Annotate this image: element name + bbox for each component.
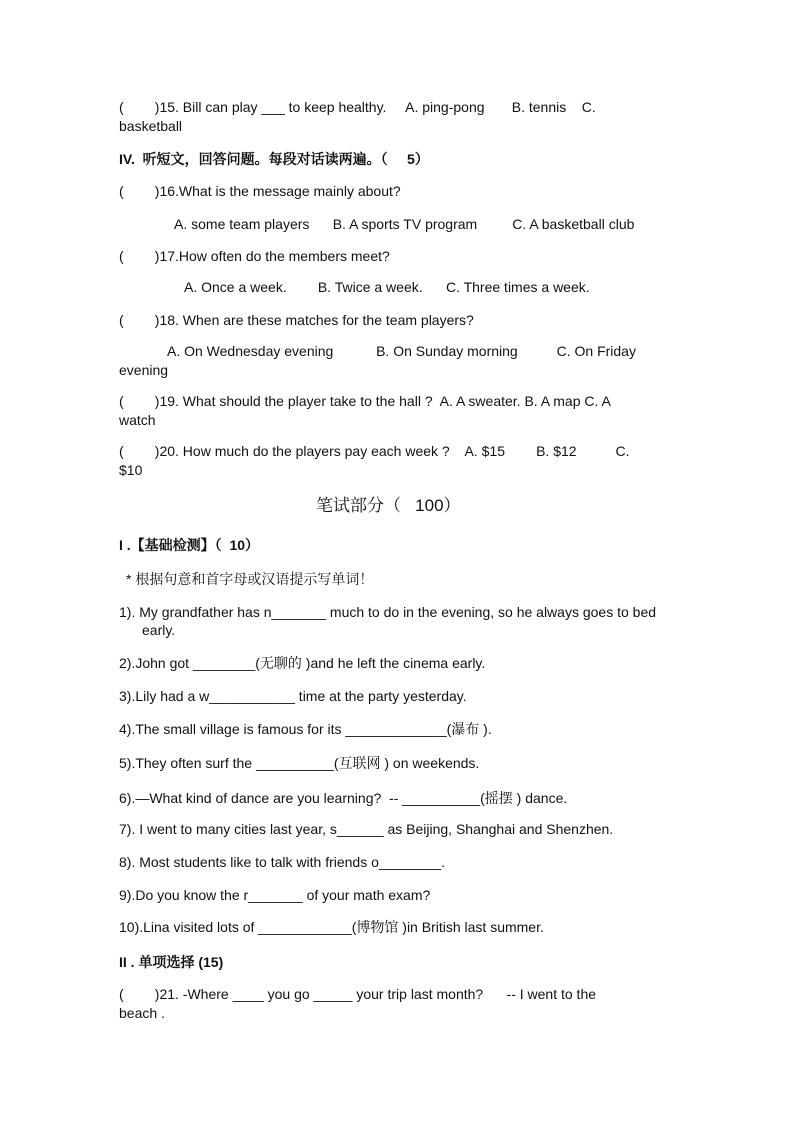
fill-item: 10).Lina visited lots of ____________(博物馆 )in British last summer. <box>119 919 544 935</box>
question-21: ( )21. -Where ____ you go _____ your trip last month? -- I went to the <box>119 986 597 1002</box>
question-16: ( )16.What is the message mainly about? <box>119 183 401 199</box>
question-19-continued: watch <box>119 412 156 428</box>
basic-section-heading: I .【基础检测】（ 10） <box>119 537 260 553</box>
question-21-continued: beach . <box>119 1005 165 1021</box>
question-15-continued: basketball <box>119 118 183 134</box>
question-18-continued: evening <box>119 362 169 378</box>
fill-item: 4).The small village is famous for its _____________(瀑布 ). <box>119 721 492 737</box>
basic-section-instruction: * 根据句意和首字母或汉语提示写单词！ <box>126 571 374 587</box>
written-section-title: 笔试部分（ 100） <box>316 496 461 515</box>
fill-item: 2).John got ________(无聊的 )and he left the cinema early. <box>119 655 486 671</box>
question-15: ( )15. Bill can play ___ to keep healthy. A. ping-pong B. tennis C. <box>119 99 596 115</box>
section-4-heading: IV. 听短文，回答问题。每段对话读两遍。（ 5） <box>119 151 429 167</box>
section-2-heading: II . 单项选择 (15) <box>119 954 224 970</box>
fill-item: 8). Most students like to talk with friends o________. <box>119 854 446 870</box>
fill-item: 7). I went to many cities last year, s______ as Beijing, Shanghai and Shenzhen. <box>119 821 614 837</box>
fill-item: 3).Lily had a w___________ time at the party yesterday. <box>119 688 467 704</box>
question-17: ( )17.How often do the members meet? <box>119 248 390 264</box>
fill-item: 6).—What kind of dance are you learning? -- __________(摇摆 ) dance. <box>119 790 568 806</box>
question-20: ( )20. How much do the players pay each week ? A. $15 B. $12 C. <box>119 443 630 459</box>
fill-item-continued: early. <box>142 622 176 638</box>
fill-item: 5).They often surf the __________(互联网 ) on weekends. <box>119 755 480 771</box>
question-20-continued: $10 <box>119 462 143 478</box>
fill-item: 9).Do you know the r_______ of your math exam? <box>119 887 431 903</box>
question-18-options: A. On Wednesday evening B. On Sunday morning C. On Friday <box>167 343 636 359</box>
question-16-options: A. some team players B. A sports TV program C. A basketball club <box>174 216 635 232</box>
question-19: ( )19. What should the player take to the hall ? A. A sweater. B. A map C. A <box>119 393 611 409</box>
question-17-options: A. Once a week. B. Twice a week. C. Three times a week. <box>184 279 590 295</box>
fill-item: 1). My grandfather has n_______ much to do in the evening, so he always goes to bed <box>119 604 657 620</box>
question-18: ( )18. When are these matches for the team players? <box>119 312 474 328</box>
